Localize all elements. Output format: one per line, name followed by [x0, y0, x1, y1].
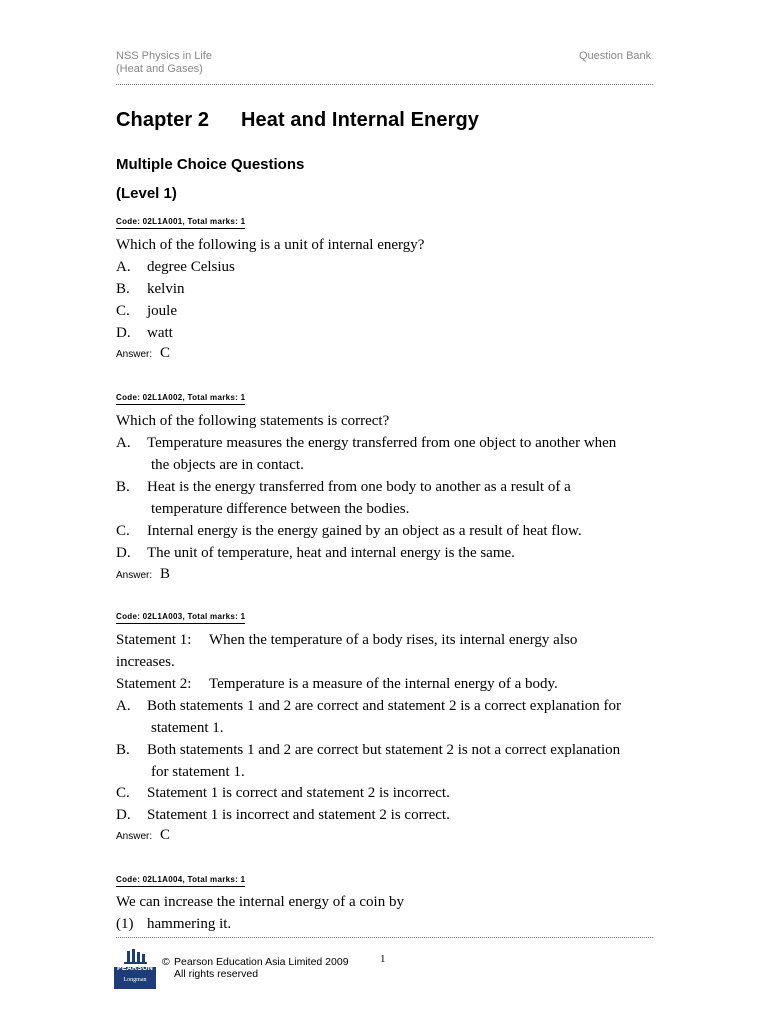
answer-label: Answer:	[116, 831, 153, 842]
question-code: Code: 02L1A003, Total marks: 1	[116, 612, 245, 624]
header-book-subtitle: (Heat and Gases)	[116, 63, 203, 75]
option-text: The unit of temperature, heat and internal energy is the same.	[147, 545, 515, 561]
item-number: (1)	[116, 916, 134, 932]
option-text: Heat is the energy transferred from one body to another as a result of a	[147, 479, 571, 495]
option-text: Both statements 1 and 2 are correct but statement 2 is not a correct explanation	[147, 742, 621, 758]
option-text: Statement 1 is correct and statement 2 is incorrect.	[147, 785, 450, 801]
section-title: Multiple Choice Questions	[116, 156, 305, 173]
header-section: Question Bank	[579, 50, 652, 62]
header-divider	[116, 84, 653, 85]
option-text: statement 1.	[151, 720, 224, 736]
option-letter: D.	[116, 545, 131, 561]
option-letter: B.	[116, 479, 130, 495]
answer-label: Answer:	[116, 570, 153, 581]
option-letter: A.	[116, 435, 131, 451]
option-letter: A.	[116, 259, 131, 275]
option-letter: C.	[116, 523, 130, 539]
question-code: Code: 02L1A002, Total marks: 1	[116, 393, 245, 405]
answer-value: C	[160, 827, 171, 843]
option-text: the objects are in contact.	[151, 457, 304, 473]
option-text: Statement 1 is incorrect and statement 2 is correct.	[147, 807, 450, 823]
question-stem: We can increase the internal energy of a coin by	[116, 894, 404, 910]
option-text: watt	[147, 325, 173, 341]
option-text: temperature difference between the bodies.	[151, 501, 410, 517]
option-letter: C.	[116, 303, 130, 319]
option-letter: B.	[116, 742, 130, 758]
answer-label: Answer:	[116, 349, 153, 360]
level-label: (Level 1)	[116, 185, 177, 202]
copyright-text: Pearson Education Asia Limited 2009	[174, 956, 349, 968]
logo-subtitle: Longman	[123, 977, 147, 983]
footer-divider	[116, 937, 653, 938]
question-code: Code: 02L1A004, Total marks: 1	[116, 875, 245, 887]
option-letter: C.	[116, 785, 130, 801]
statement-1-label: Statement 1:	[116, 632, 192, 648]
chapter-title: Heat and Internal Energy	[241, 109, 480, 131]
question-code: Code: 02L1A001, Total marks: 1	[116, 217, 245, 229]
option-text: Both statements 1 and 2 are correct and statement 2 is a correct explanation for	[147, 698, 621, 714]
option-text: Internal energy is the energy gained by an object as a result of heat flow.	[147, 523, 582, 539]
logo-emblem-icon	[114, 947, 156, 967]
statement-2-label: Statement 2:	[116, 676, 192, 692]
option-text: degree Celsius	[147, 259, 235, 275]
question-stem: Which of the following statements is correct?	[116, 413, 390, 429]
option-letter: D.	[116, 325, 131, 341]
question-stem: Which of the following is a unit of internal energy?	[116, 237, 425, 253]
option-text: kelvin	[147, 281, 185, 297]
chapter-number: Chapter 2	[116, 109, 210, 131]
option-letter: D.	[116, 807, 131, 823]
rights-text: All rights reserved	[174, 968, 259, 980]
option-letter: A.	[116, 698, 131, 714]
option-text: for statement 1.	[151, 764, 245, 780]
answer-value: C	[160, 345, 171, 361]
statement-1-text: When the temperature of a body rises, its internal energy also	[209, 632, 578, 648]
option-letter: B.	[116, 281, 130, 297]
item-text: hammering it.	[147, 916, 232, 932]
header-book-title: NSS Physics in Life	[116, 50, 212, 62]
option-text: Temperature measures the energy transferred from one object to another when	[147, 435, 617, 451]
pearson-logo	[114, 947, 156, 989]
statement-1-continuation: increases.	[116, 654, 175, 670]
answer-value: B	[160, 566, 171, 582]
statement-2-text: Temperature is a measure of the internal energy of a body.	[209, 676, 558, 692]
option-text: joule	[147, 303, 177, 319]
logo-name: PEARSON	[116, 965, 154, 972]
copyright-symbol: ©	[162, 956, 170, 968]
page-number: 1	[380, 953, 386, 965]
